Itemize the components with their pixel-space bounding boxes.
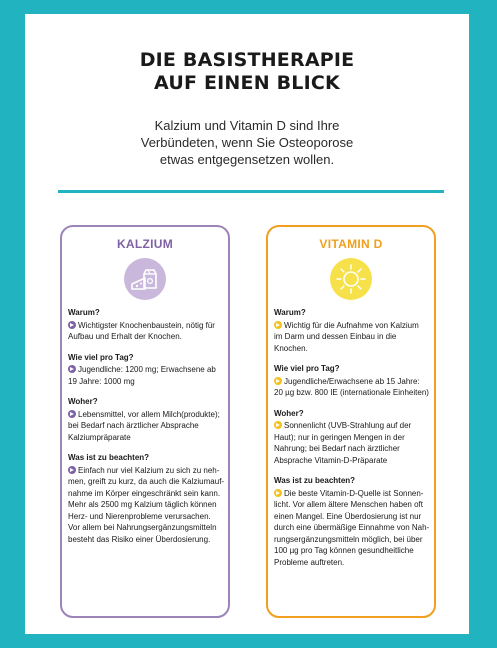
title-line: DIE BASISTHERAPIE — [139, 49, 355, 71]
arrow-right-icon — [68, 321, 76, 329]
info-section — [274, 408, 432, 467]
section-text: Haut); nur in geringen Mengen in der — [274, 432, 405, 442]
section-heading: Woher? — [68, 397, 98, 406]
info-section — [68, 307, 226, 343]
section-line — [68, 420, 226, 432]
info-section — [274, 475, 432, 568]
section-text: besteht das Risiko einer Überdosierung. — [68, 534, 211, 544]
section-text: Lebensmittel, vor allem Milch(produkte); — [78, 409, 220, 419]
arrow-right-icon — [274, 377, 282, 385]
section-text: Jugendliche: 1200 mg; Erwachsene ab — [78, 365, 216, 374]
section-heading: Was ist zu beachten? — [68, 453, 150, 462]
section-heading: Wie viel pro Tag? — [274, 364, 340, 373]
section-text: Jugendliche/Erwachsene ab 15 Jahre: — [284, 376, 420, 386]
section-line — [274, 557, 432, 569]
section-line — [274, 511, 432, 523]
kalzium-sections — [68, 307, 226, 554]
section-text: 19 Jahre: 1000 mg — [68, 376, 135, 386]
section-line — [274, 488, 432, 500]
intro-line: Kalzium und Vitamin D sind Ihre — [154, 118, 340, 133]
section-heading: Warum? — [274, 308, 306, 317]
info-section — [274, 307, 432, 354]
section-text: Wichtigster Knochenbaustein, nötig für — [78, 320, 215, 330]
sun-icon — [329, 257, 373, 301]
section-line — [68, 476, 226, 488]
vitamin-d-sections — [274, 307, 432, 577]
arrow-right-icon — [68, 365, 76, 373]
section-line — [274, 432, 432, 444]
section-text: Einfach nur viel Kalzium zu sich zu neh- — [78, 465, 220, 475]
info-section — [68, 452, 226, 545]
section-line — [274, 455, 432, 467]
info-section — [68, 352, 226, 388]
info-section — [274, 363, 432, 399]
page-title — [25, 49, 469, 95]
section-line — [274, 420, 432, 432]
section-line — [68, 376, 226, 388]
section-line — [68, 511, 226, 523]
divider — [58, 190, 444, 193]
section-line — [274, 545, 432, 557]
section-line — [274, 499, 432, 511]
section-line — [68, 488, 226, 500]
section-line — [274, 376, 432, 388]
section-line — [274, 387, 432, 399]
section-text: nahme im Körper eingeschränkt sein kann. — [68, 488, 221, 498]
section-line — [68, 331, 226, 343]
section-line — [68, 534, 226, 546]
section-line — [68, 409, 226, 421]
section-line — [274, 522, 432, 534]
section-line — [68, 364, 226, 376]
arrow-right-icon — [68, 410, 76, 418]
section-text: Vor allem bei Nahrungsergänzungsmitteln — [68, 523, 217, 532]
section-line — [274, 443, 432, 455]
section-text: Nahrung; bei Bedarf nach ärztlicher — [274, 444, 400, 453]
intro-line: etwas entgegensetzen wollen. — [159, 152, 335, 167]
section-text: licht. Vor allem ältere Menschen haben oft — [274, 500, 423, 509]
title-line: AUF EINEN BLICK — [154, 72, 340, 94]
section-text: Aufbau und Erhalt der Knochen. — [68, 332, 182, 341]
vitamin-d-card — [266, 225, 436, 618]
section-text: 100 µg pro Tag können gesundheitliche — [274, 546, 414, 555]
section-heading: Was ist zu beachten? — [274, 476, 356, 485]
section-text: 20 µg bzw. 800 IE (internationale Einheiten) — [274, 388, 429, 397]
section-line — [274, 534, 432, 546]
kalzium-card — [60, 225, 230, 618]
section-line — [274, 320, 432, 332]
intro-text — [25, 117, 469, 168]
section-text: Probleme auftreten. — [274, 557, 345, 567]
infographic-page — [25, 14, 469, 634]
section-heading: Wie viel pro Tag? — [68, 352, 134, 362]
section-line — [68, 499, 226, 511]
section-text: Herz- und Nierenprobleme verursachen. — [68, 511, 211, 521]
section-heading: Warum? — [68, 308, 100, 317]
section-heading: Woher? — [274, 408, 304, 418]
intro-line: Verbündeten, wenn Sie Osteoporose — [140, 135, 354, 150]
section-line — [68, 522, 226, 534]
section-text: durch eine übermäßige Einnahme von Nah- — [274, 523, 430, 532]
section-text: rungsergänzungsmitteln möglich, bei über — [274, 534, 423, 544]
section-line — [274, 331, 432, 354]
card-title: KALZIUM — [116, 237, 174, 251]
section-text: Die beste Vitamin-D-Quelle ist Sonnen- — [284, 488, 424, 498]
arrow-right-icon — [274, 421, 282, 429]
section-text: Wichtig für die Aufnahme von Kalzium — [284, 320, 419, 330]
section-text: Sonnenlicht (UVB-Strahlung auf der — [284, 421, 412, 430]
section-line — [68, 320, 226, 332]
section-text: Mehr als 2500 mg Kalzium täglich können — [68, 500, 217, 509]
info-section — [68, 396, 226, 443]
section-text: bei Bedarf nach ärztlicher Absprache — [68, 421, 199, 430]
section-line — [68, 432, 226, 444]
section-text: Absprache Vitamin-D-Präparate — [274, 455, 388, 465]
section-text: Kalziumpräparate — [68, 432, 131, 442]
dairy-icon — [123, 257, 167, 301]
arrow-right-icon — [68, 466, 76, 474]
section-line — [68, 465, 226, 477]
section-text: einen Mangel. Eine Überdosierung ist nur — [274, 511, 422, 521]
card-title: VITAMIN D — [319, 237, 383, 251]
arrow-right-icon — [274, 321, 282, 329]
arrow-right-icon — [274, 489, 282, 497]
section-text: im Darm und dessen Einbau in die Knochen. — [274, 332, 397, 353]
section-text: men, greift zu kurz, da auch die Kalziumauf- — [68, 477, 225, 486]
